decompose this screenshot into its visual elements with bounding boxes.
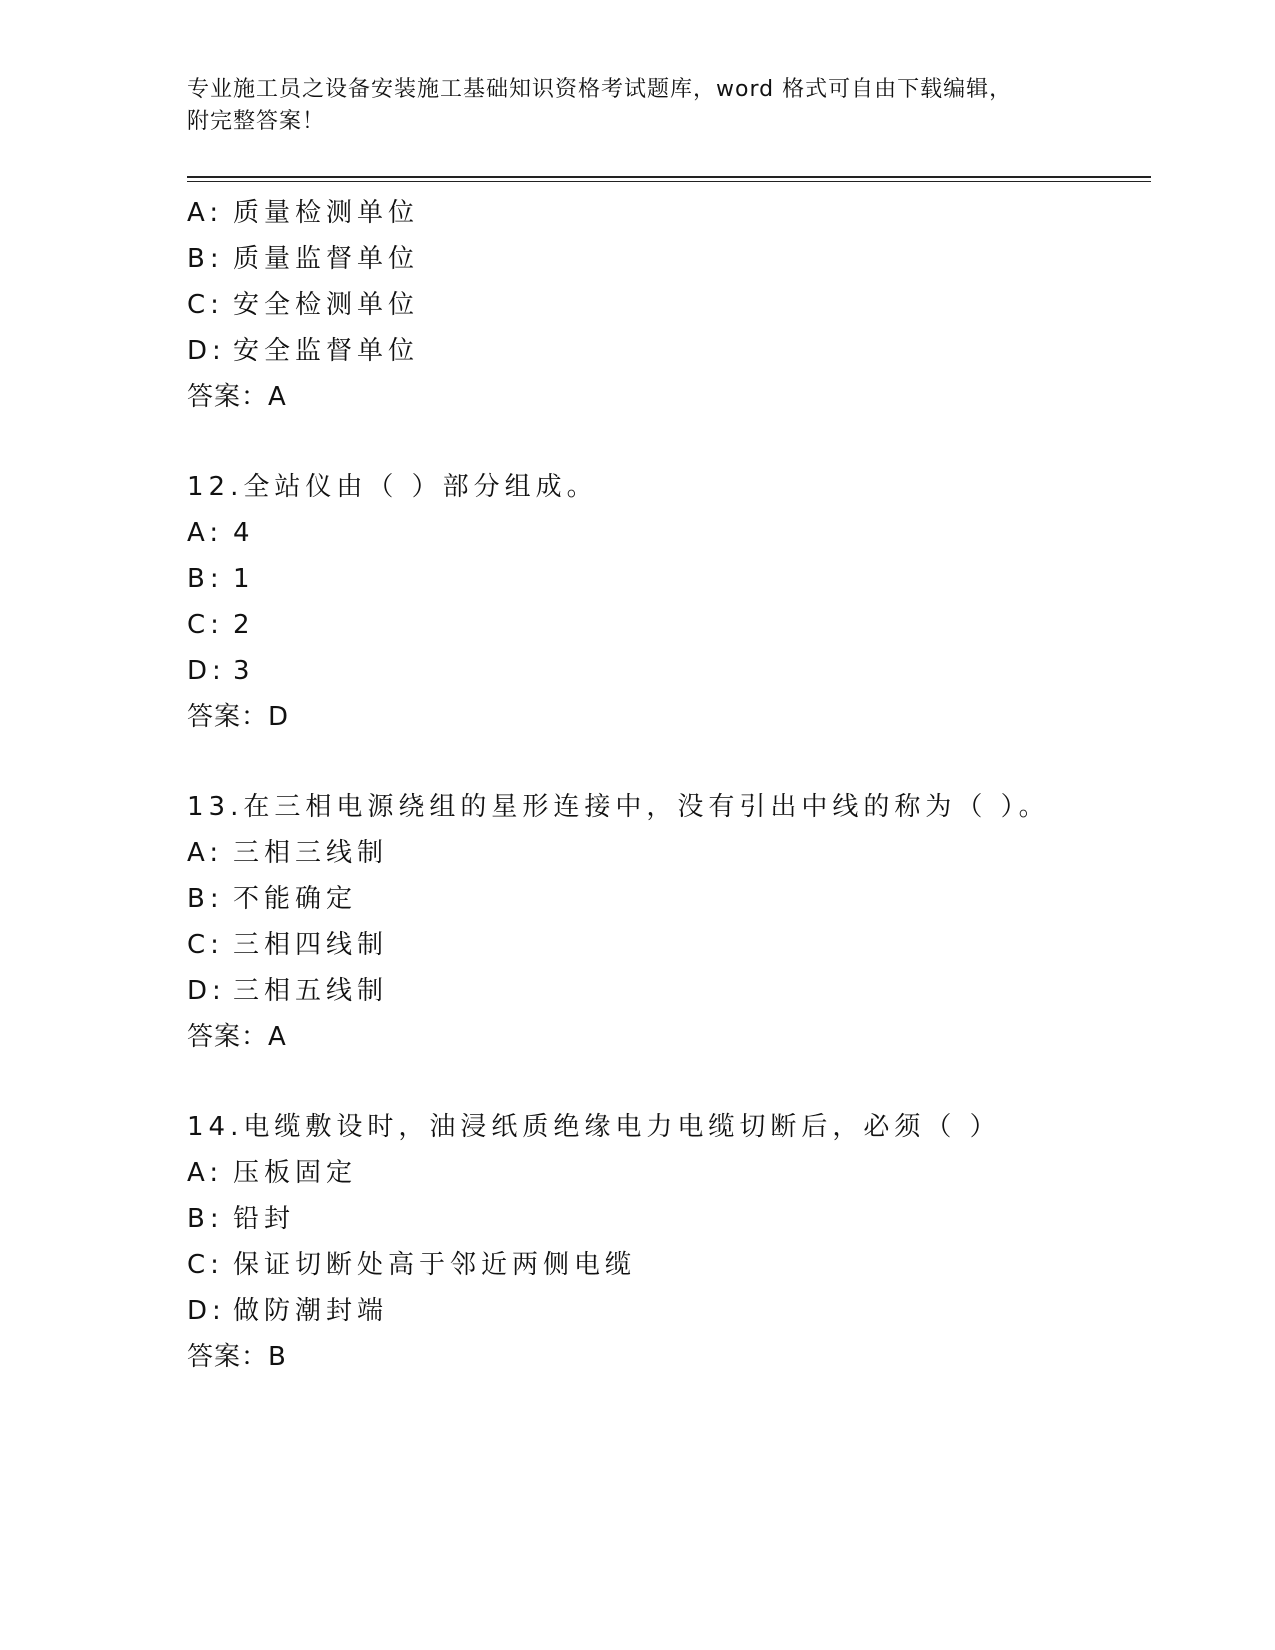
option-label: D: <box>187 976 226 1006</box>
option-label: B: <box>187 244 224 274</box>
answer-line: 答案：B <box>187 1342 287 1372</box>
option-a <box>187 1150 1151 1196</box>
option-text: 质量监督单位 <box>233 244 420 274</box>
question-text: 12.全站仪由（ ）部分组成。 <box>187 472 598 502</box>
option-c <box>187 282 1151 328</box>
option-text: 三相五线制 <box>233 976 389 1006</box>
option-c <box>187 1242 1151 1288</box>
option-label: C: <box>187 290 224 320</box>
option-c <box>187 602 1151 648</box>
question-block-12 <box>187 464 1151 740</box>
option-text: 做防潮封端 <box>233 1296 389 1326</box>
option-label: D: <box>187 336 226 366</box>
option-text: 保证切断处高于邻近两侧电缆 <box>233 1250 637 1280</box>
option-text: 三相四线制 <box>233 930 389 960</box>
option-label: C: <box>187 610 224 640</box>
document-header <box>187 74 1087 138</box>
answer-line: 答案：A <box>187 382 287 412</box>
question-text: 13.在三相电源绕组的星形连接中，没有引出中线的称为（ ）。 <box>187 792 1050 822</box>
option-label: C: <box>187 930 224 960</box>
option-c <box>187 922 1151 968</box>
option-label: B: <box>187 884 224 914</box>
option-text: 三相三线制 <box>233 838 389 868</box>
option-label: A: <box>187 838 224 868</box>
option-text: 不能确定 <box>233 884 358 914</box>
question-text: 14.电缆敷设时，油浸纸质绝缘电力电缆切断后，必须（ ） <box>187 1112 1001 1142</box>
option-a <box>187 830 1151 876</box>
option-d <box>187 968 1151 1014</box>
answer-line: 答案：D <box>187 702 290 732</box>
header-divider-thin <box>187 181 1151 182</box>
option-b <box>187 1196 1151 1242</box>
option-text: 安全监督单位 <box>233 336 420 366</box>
option-label: A: <box>187 518 224 548</box>
option-label: B: <box>187 564 224 594</box>
header-line-2: 附完整答案！ <box>187 109 326 134</box>
option-label: B: <box>187 1204 224 1234</box>
option-a <box>187 190 1151 236</box>
option-label: D: <box>187 1296 226 1326</box>
option-text: 4 <box>233 518 255 548</box>
option-text: 1 <box>233 564 255 594</box>
option-d <box>187 328 1151 374</box>
option-d <box>187 648 1151 694</box>
option-text: 质量检测单位 <box>233 198 420 228</box>
question-list <box>187 190 1151 1380</box>
option-text: 3 <box>233 656 255 686</box>
question-block-11 <box>187 190 1151 420</box>
answer-line: 答案：A <box>187 1022 287 1052</box>
option-d <box>187 1288 1151 1334</box>
option-b <box>187 556 1151 602</box>
question-block-14 <box>187 1104 1151 1380</box>
option-b <box>187 236 1151 282</box>
option-label: C: <box>187 1250 224 1280</box>
option-a <box>187 510 1151 556</box>
option-label: D: <box>187 656 226 686</box>
header-line-1: 专业施工员之设备安装施工基础知识资格考试题库，word 格式可自由下载编辑， <box>187 77 1013 102</box>
header-divider-thick <box>187 176 1151 178</box>
option-label: A: <box>187 198 224 228</box>
option-text: 铅封 <box>233 1204 296 1234</box>
option-text: 压板固定 <box>233 1158 358 1188</box>
option-text: 2 <box>233 610 255 640</box>
option-b <box>187 876 1151 922</box>
option-label: A: <box>187 1158 224 1188</box>
question-block-13 <box>187 784 1151 1060</box>
option-text: 安全检测单位 <box>233 290 420 320</box>
